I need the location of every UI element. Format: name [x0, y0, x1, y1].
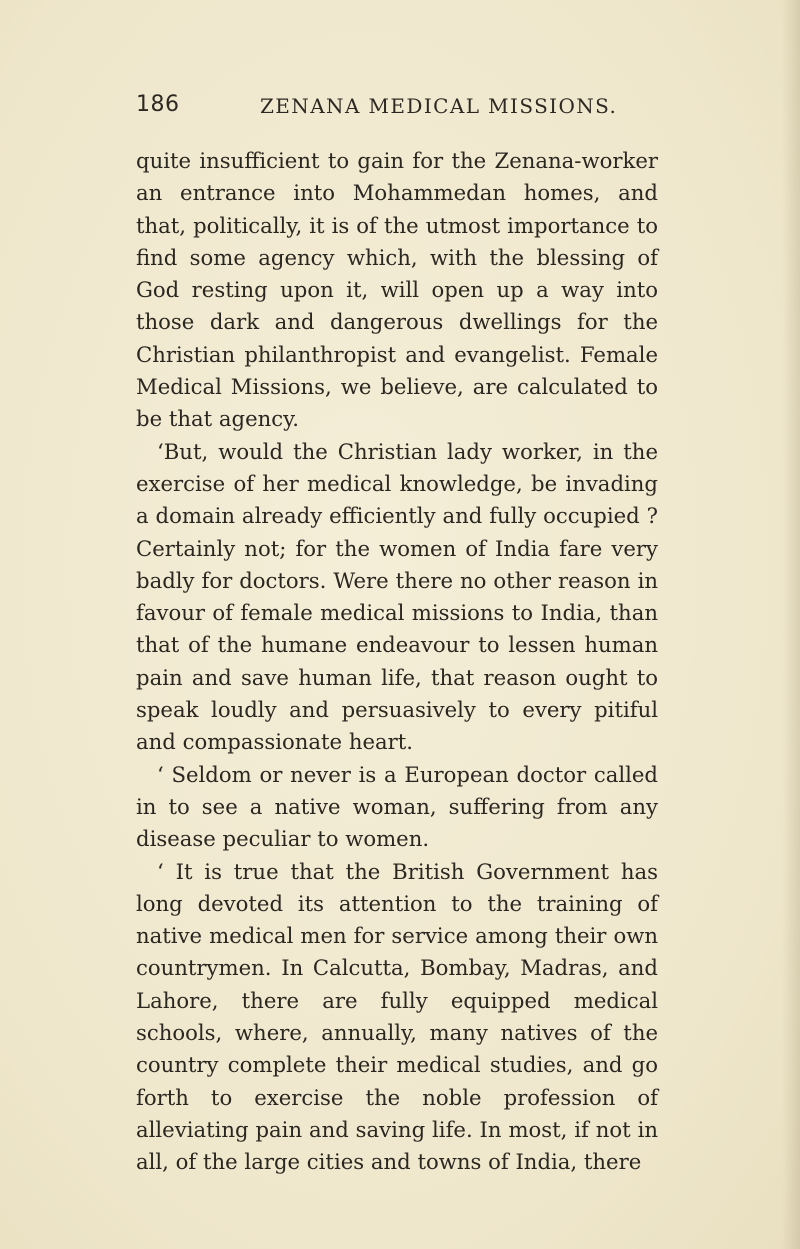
paragraph-4: ‘ It is true that the British Government has long devoted its attention to the training of native medical men for service among their own countrymen. In Calcutta, Bombay, Madras, and Lahore, there are fully equipped medical schools, where, annually, many natives of the country complete their medical studies, and go forth to exercise the noble profession of alleviating pain and saving life. In most, if not in all, of the large cities and towns of India, there	[136, 858, 658, 1175]
paragraph-2: ‘But, would the Christian lady worker, in the exercise of her medical knowledge, be invading a domain already efficiently and fully occupied ? Certainly not; for the women of India fare very badly for doctors. Were there no other reason in favour of female medical missions to India, than that of the humane endeavour to lessen human pain and save human life, that reason ought to speak loudly and persuasively to every pitiful and compassionate heart.	[136, 438, 658, 755]
body-text	[136, 145, 658, 1179]
paragraph-3: ‘ Seldom or never is a European doctor called in to see a native woman, suffering from any disease peculiar to women.	[136, 761, 658, 852]
page-edge-shadow	[782, 0, 800, 1249]
paragraph-1: quite insufficient to gain for the Zenana-worker an entrance into Mohammedan homes, and that, politically, it is of the utmost importance to find some agency which, with the blessing of God resting upon it, will open up a way into those dark and dangerous dwellings for the Christian philanthropist and evangelist. Female Medical Missions, we believe, are calculated to be that agency.	[136, 148, 658, 432]
page-number: 186	[136, 92, 180, 117]
page-header	[136, 92, 656, 132]
running-title: ZENANA MEDICAL MISSIONS.	[260, 94, 618, 118]
